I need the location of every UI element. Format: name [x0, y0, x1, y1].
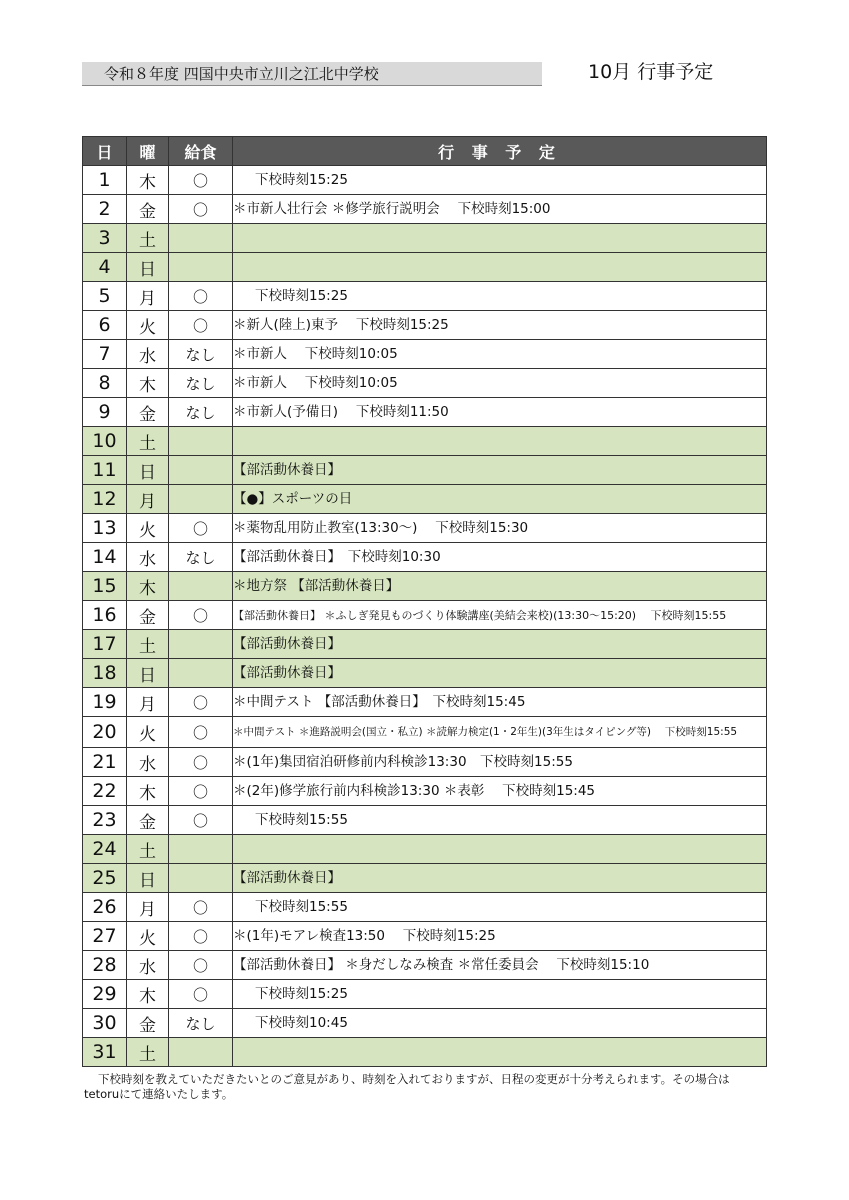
event-cell — [233, 427, 767, 456]
lunch-cell: 〇 — [169, 777, 233, 806]
weekday-cell: 土 — [127, 835, 169, 864]
table-row — [83, 427, 767, 456]
lunch-cell — [169, 253, 233, 282]
lunch-cell: 〇 — [169, 806, 233, 835]
lunch-cell: 〇 — [169, 166, 233, 195]
weekday-cell: 火 — [127, 311, 169, 340]
event-cell: 【部活動休養日】 下校時刻10:30 — [233, 543, 767, 572]
event-cell: ＊市新人壮行会 ＊修学旅行説明会 下校時刻15:00 — [233, 195, 767, 224]
event-cell: ＊(1年)集団宿泊研修前内科検診13:30 下校時刻15:55 — [233, 748, 767, 777]
day-cell: 5 — [83, 282, 127, 311]
weekday-cell: 水 — [127, 340, 169, 369]
event-cell — [233, 253, 767, 282]
weekday-cell: 木 — [127, 777, 169, 806]
lunch-cell: 〇 — [169, 688, 233, 717]
day-cell: 2 — [83, 195, 127, 224]
weekday-cell: 土 — [127, 224, 169, 253]
table-row — [83, 835, 767, 864]
table-row — [83, 456, 767, 485]
lunch-cell — [169, 835, 233, 864]
weekday-cell: 日 — [127, 253, 169, 282]
event-cell: 【部活動休養日】 — [233, 659, 767, 688]
table-row — [83, 166, 767, 195]
event-cell: 【部活動休養日】 ＊ふしぎ発見ものづくり体験講座(美結会来校)(13:30～15:20) 下校時刻15:55 — [233, 601, 767, 630]
table-row — [83, 311, 767, 340]
event-cell — [233, 1038, 767, 1067]
table-row — [83, 806, 767, 835]
day-cell: 28 — [83, 951, 127, 980]
weekday-cell: 土 — [127, 427, 169, 456]
table-row — [83, 951, 767, 980]
footer-note: 下校時刻を教えていただきたいとのご意見があり、時刻を入れておりますが、日程の変更が十分考えられます。その場合はtetoruにて連絡いたします。 — [84, 1072, 730, 1101]
event-cell: ＊中間テスト 【部活動休養日】 下校時刻15:45 — [233, 688, 767, 717]
weekday-cell: 金 — [127, 806, 169, 835]
table-row — [83, 485, 767, 514]
day-cell: 14 — [83, 543, 127, 572]
day-cell: 8 — [83, 369, 127, 398]
event-cell: 【部活動休養日】 — [233, 456, 767, 485]
weekday-cell: 火 — [127, 717, 169, 748]
day-cell: 3 — [83, 224, 127, 253]
table-row — [83, 893, 767, 922]
lunch-cell: 〇 — [169, 748, 233, 777]
weekday-cell: 月 — [127, 282, 169, 311]
day-cell: 1 — [83, 166, 127, 195]
table-row — [83, 340, 767, 369]
event-cell: ＊市新人(予備日) 下校時刻11:50 — [233, 398, 767, 427]
event-cell: 下校時刻10:45 — [233, 1009, 767, 1038]
table-row — [83, 1009, 767, 1038]
weekday-cell: 金 — [127, 398, 169, 427]
weekday-cell: 金 — [127, 195, 169, 224]
day-cell: 7 — [83, 340, 127, 369]
event-cell: 下校時刻15:25 — [233, 166, 767, 195]
day-cell: 4 — [83, 253, 127, 282]
day-cell: 10 — [83, 427, 127, 456]
table-row — [83, 543, 767, 572]
lunch-cell — [169, 630, 233, 659]
event-cell: ＊市新人 下校時刻10:05 — [233, 340, 767, 369]
weekday-cell: 月 — [127, 893, 169, 922]
header-day: 日 — [83, 137, 127, 166]
table-row — [83, 864, 767, 893]
day-cell: 9 — [83, 398, 127, 427]
table-row — [83, 195, 767, 224]
event-cell: ＊地方祭 【部活動休養日】 — [233, 572, 767, 601]
event-cell: ＊新人(陸上)東予 下校時刻15:25 — [233, 311, 767, 340]
day-cell: 29 — [83, 980, 127, 1009]
table-row — [83, 601, 767, 630]
event-cell: ＊薬物乱用防止教室(13:30～) 下校時刻15:30 — [233, 514, 767, 543]
weekday-cell: 火 — [127, 514, 169, 543]
table-row — [83, 572, 767, 601]
lunch-cell — [169, 224, 233, 253]
lunch-cell: 〇 — [169, 922, 233, 951]
event-cell: ＊市新人 下校時刻10:05 — [233, 369, 767, 398]
lunch-cell — [169, 427, 233, 456]
event-cell: 【部活動休養日】 — [233, 864, 767, 893]
event-cell: 下校時刻15:25 — [233, 980, 767, 1009]
event-cell: 【部活動休養日】 — [233, 630, 767, 659]
weekday-cell: 水 — [127, 748, 169, 777]
month-title: 10月 行事予定 — [588, 61, 714, 83]
weekday-cell: 土 — [127, 1038, 169, 1067]
event-cell: ＊(2年)修学旅行前内科検診13:30 ＊表彰 下校時刻15:45 — [233, 777, 767, 806]
weekday-cell: 日 — [127, 864, 169, 893]
lunch-cell: なし — [169, 340, 233, 369]
weekday-cell: 木 — [127, 369, 169, 398]
table-header-row — [83, 137, 767, 166]
day-cell: 20 — [83, 717, 127, 748]
weekday-cell: 日 — [127, 659, 169, 688]
weekday-cell: 金 — [127, 601, 169, 630]
schedule-table — [82, 136, 767, 1067]
school-title: 令和８年度 四国中央市立川之江北中学校 — [82, 62, 542, 86]
table-row — [83, 369, 767, 398]
day-cell: 16 — [83, 601, 127, 630]
table-row — [83, 630, 767, 659]
schedule-body — [83, 166, 767, 1067]
day-cell: 6 — [83, 311, 127, 340]
day-cell: 30 — [83, 1009, 127, 1038]
weekday-cell: 土 — [127, 630, 169, 659]
table-row — [83, 253, 767, 282]
day-cell: 22 — [83, 777, 127, 806]
table-row — [83, 688, 767, 717]
day-cell: 18 — [83, 659, 127, 688]
day-cell: 26 — [83, 893, 127, 922]
weekday-cell: 月 — [127, 485, 169, 514]
lunch-cell: なし — [169, 369, 233, 398]
weekday-cell: 木 — [127, 572, 169, 601]
lunch-cell: 〇 — [169, 717, 233, 748]
event-cell: 下校時刻15:55 — [233, 893, 767, 922]
day-cell: 24 — [83, 835, 127, 864]
day-cell: 11 — [83, 456, 127, 485]
lunch-cell: 〇 — [169, 514, 233, 543]
event-cell — [233, 224, 767, 253]
day-cell: 12 — [83, 485, 127, 514]
event-cell: ＊(1年)モアレ検査13:50 下校時刻15:25 — [233, 922, 767, 951]
event-cell — [233, 835, 767, 864]
day-cell: 25 — [83, 864, 127, 893]
lunch-cell: なし — [169, 1009, 233, 1038]
table-row — [83, 717, 767, 748]
lunch-cell: 〇 — [169, 195, 233, 224]
table-row — [83, 224, 767, 253]
lunch-cell — [169, 572, 233, 601]
table-row — [83, 659, 767, 688]
weekday-cell: 火 — [127, 922, 169, 951]
lunch-cell — [169, 485, 233, 514]
table-row — [83, 398, 767, 427]
event-cell: 【部活動休養日】 ＊身だしなみ検査 ＊常任委員会 下校時刻15:10 — [233, 951, 767, 980]
weekday-cell: 日 — [127, 456, 169, 485]
table-row — [83, 777, 767, 806]
weekday-cell: 水 — [127, 543, 169, 572]
table-row — [83, 1038, 767, 1067]
lunch-cell — [169, 1038, 233, 1067]
day-cell: 19 — [83, 688, 127, 717]
event-cell: ＊中間テスト ＊進路説明会(国立・私立) ＊読解力検定(1・2年生)(3年生はタイピング等) 下校時刻15:55 — [233, 717, 767, 748]
day-cell: 23 — [83, 806, 127, 835]
weekday-cell: 木 — [127, 980, 169, 1009]
lunch-cell: 〇 — [169, 282, 233, 311]
day-cell: 13 — [83, 514, 127, 543]
lunch-cell: 〇 — [169, 601, 233, 630]
day-cell: 31 — [83, 1038, 127, 1067]
lunch-cell — [169, 659, 233, 688]
lunch-cell: 〇 — [169, 311, 233, 340]
event-cell: 下校時刻15:25 — [233, 282, 767, 311]
lunch-cell — [169, 456, 233, 485]
day-cell: 17 — [83, 630, 127, 659]
weekday-cell: 水 — [127, 951, 169, 980]
weekday-cell: 木 — [127, 166, 169, 195]
event-cell: 下校時刻15:55 — [233, 806, 767, 835]
header-lunch: 給食 — [169, 137, 233, 166]
table-row — [83, 514, 767, 543]
lunch-cell: 〇 — [169, 893, 233, 922]
lunch-cell — [169, 864, 233, 893]
weekday-cell: 金 — [127, 1009, 169, 1038]
lunch-cell: 〇 — [169, 951, 233, 980]
weekday-cell: 月 — [127, 688, 169, 717]
day-cell: 27 — [83, 922, 127, 951]
lunch-cell: なし — [169, 543, 233, 572]
table-row — [83, 980, 767, 1009]
header-event: 行 事 予 定 — [233, 137, 767, 166]
day-cell: 15 — [83, 572, 127, 601]
lunch-cell: 〇 — [169, 980, 233, 1009]
table-row — [83, 922, 767, 951]
event-cell: 【●】スポーツの日 — [233, 485, 767, 514]
day-cell: 21 — [83, 748, 127, 777]
table-row — [83, 282, 767, 311]
table-row — [83, 748, 767, 777]
lunch-cell: なし — [169, 398, 233, 427]
header-dow: 曜 — [127, 137, 169, 166]
